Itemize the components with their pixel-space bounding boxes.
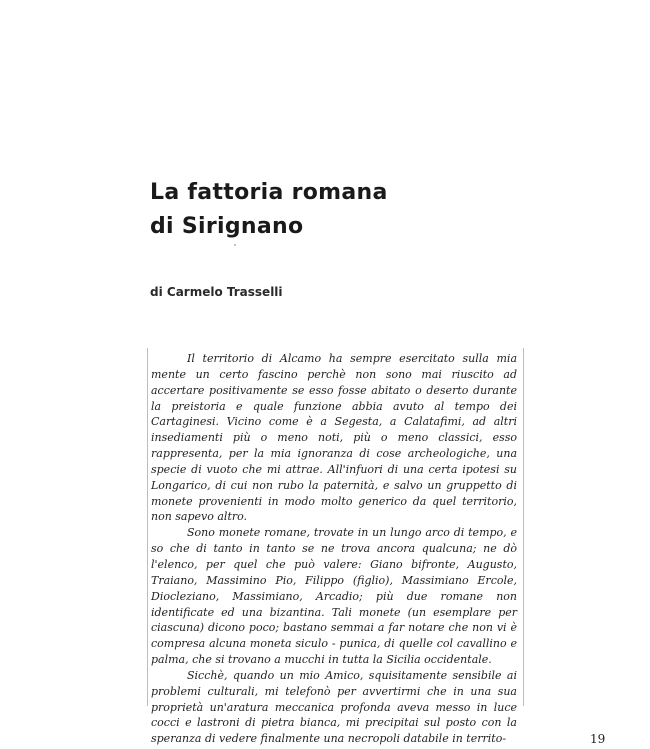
paragraph-2: Sono monete romane, trovate in un lungo arco di tempo, e so che di tanto in tanto se ne trova ancora qualcuna; ne dò l'elenco, per quel che può valere: Giano bifronte, Augusto, Traiano, Massimino Pio, Filippo (figlio), Massimiano Ercole, Diocleziano, Massimiano, Arcadio; più due romane non identificate ed una bizantina. Tali monete (un esemplare per ciascuna) dicono poco; bastano semmai a far notare che non vi è compresa alcuna moneta siculo - punica, di quelle col cavallino e palma, che si trovano a mucchi in tutta la Sicilia occidentale.: [151, 526, 517, 667]
article-title-line-1: La fattoria romana: [150, 180, 388, 205]
article-title-line-2: di Sirignano: [150, 214, 304, 239]
article-title: [150, 176, 388, 244]
article-body: [151, 351, 517, 747]
scan-speck: [234, 244, 236, 246]
paragraph-3: Sicchè, quando un mio Amico, squisitamente sensibile ai problemi culturali, mi telefonò per avvertirmi che in una sua proprietà un'aratura meccanica profonda aveva messo in luce cocci e lastroni di pietra bianca, mi precipitai sul posto con la speranza di vedere finalmente una necropoli databile in territo-: [151, 668, 517, 746]
page-number: 19: [590, 732, 606, 746]
article-author: di Carmelo Trasselli: [150, 285, 283, 299]
paragraph-1: Il territorio di Alcamo ha sempre esercitato sulla mia mente un certo fascino perchè non sono mai riuscito ad accertare positivamente se esso fosse abitato o deserto durante la preistoria e quale funzione abbia avuto al tempo dei Cartaginesi. Vicino come è a Segesta, a Calatafimi, ad altri insediamenti più o meno noti, più o meno classici, esso rappresenta, per la mia ignoranza di cose archeologiche, una specie di vuoto che mi attrae. All'infuori di una certa ipotesi su Longarico, di cui non rubo la paternità, e salvo un gruppetto di monete provenienti in modo molto generico da quel territorio, non sapevo altro.: [151, 352, 517, 524]
